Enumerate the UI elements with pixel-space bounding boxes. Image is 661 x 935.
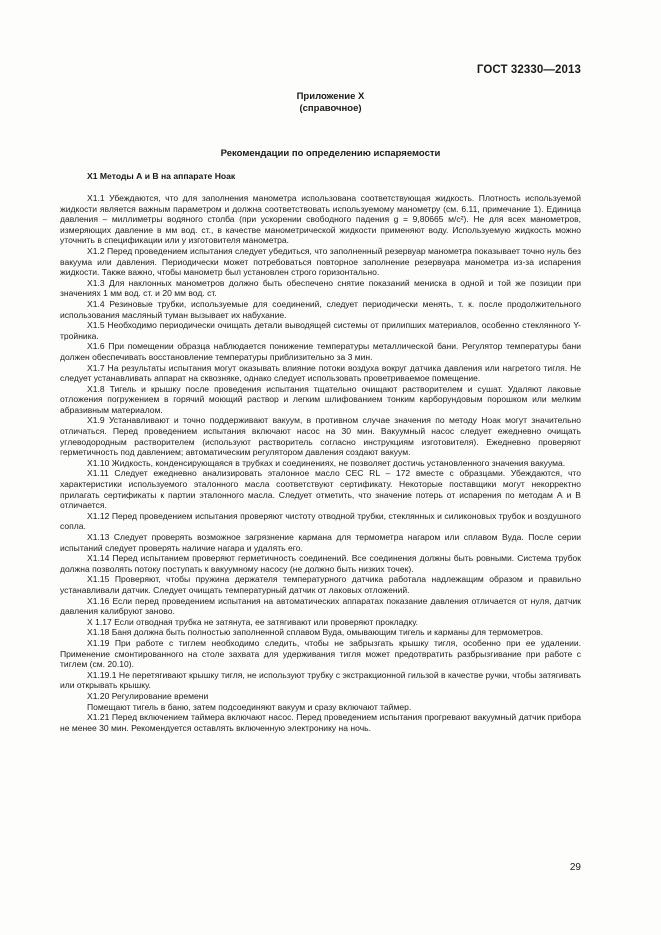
paragraph: Х1.12 Перед проведением испытания проверяют чистоту отводной трубки, стеклянных и силиконовых трубок и воздушного сопла. xyxy=(60,510,581,532)
paragraph: Х1.19 При работе с тиглем необходимо следить, чтобы не забрызгать крышку тигля, особенно при ее удалении. Применение смонтированного на столе захвата для удерживания тигля может предотвратить разбрызгивание при работе с тиглем (см. 20.10). xyxy=(60,637,581,670)
paragraph: Х 1.17 Если отводная трубка не затянута, ее затягивают или проверяют прокладку. xyxy=(87,616,419,627)
paragraph: Х1.15 Проверяют, чтобы пружина держателя температурного датчика работала надлежащим образом и правильно устанавливали датчик. Следует очищать температурный датчик от лаковых отложений. xyxy=(60,574,581,595)
paragraph: Х1.2 Перед проведением испытания следует убедиться, что заполненный резервуар манометра показывает точно нуль без вакуума или давления. Периодически может потребоваться повторное заполнение резервуара манометра из-за испарения жидкости. Также важно, чтобы манометр был установлен строго горизонтально. xyxy=(60,245,581,278)
paragraph: Х1.19.1 Не перетягивают крышку тигля, не используют трубку с экстракционной гильзой в качестве ручки, чтобы затягивать или открывать крышку. xyxy=(60,669,581,691)
section-title: Рекомендации по определению испаряемости xyxy=(220,148,441,159)
paragraph: Х1.4 Резиновые трубки, используемые для соединений, следует периодически менять, т. к. после продолжительного использования масляный туман вызывает их набухание. xyxy=(60,298,581,320)
paragraph: Х1.21 Перед включением таймера включают насос. Перед проведением испытания прогревают вакуумный датчик прибора не менее 30 мин. Рекомендуется оставлять включенную электронику на ночь. xyxy=(60,712,581,733)
annex-title: Приложение Х xyxy=(296,91,365,102)
paragraph: Х1.6 При помещении образца наблюдается понижение температуры металлической бани. Регулятор температуры бани должен обеспечивать восстановление температуры приблизительно за 3 мин. xyxy=(60,341,581,362)
paragraph: Х1.20 Регулирование времени xyxy=(87,690,209,701)
subsection-title: Х1 Методы А и В на аппарате Ноак xyxy=(87,171,236,181)
paragraph: Х1.8 Тигель и крышку после проведения испытания тщательно очищают растворителем и сушат. Удаляют лаковые отложения погружением в горячий моющий раствор и легким шлифованием тонким карборундовым порошком или мелким абразивным материалом. xyxy=(60,383,581,415)
annex-type: (справочное) xyxy=(299,102,362,114)
paragraph: Х1.5 Необходимо периодически очищать детали выводящей системы от прилипших материалов, особенно стеклянного Y-тройника. xyxy=(60,320,581,341)
paragraph: Х1.18 Баня должна быть полностью заполненной сплавом Вуда, омывающим тигель и карманы для термометров. xyxy=(87,627,544,638)
body-text xyxy=(60,193,581,733)
paragraph: Х1.1 Убеждаются, что для заполнения манометра использована соответствующая жидкость. Плотность используемой жидкости является важным параметром и должна соответствовать используемому манометру (см. 6.11, примечание 1). Единица давления – миллиметры водяного столба (при ускорении свободного падения g = 9,80665 м/с²). Не для всех манометров, измеряющих давление в мм вод. ст., в качестве манометрической жидкости применяют воду. Используемую жидкость можно уточнить в спецификации или у изготовителя манометра. xyxy=(60,193,581,246)
paragraph: Х1.7 На результаты испытания могут оказывать влияние потоки воздуха вокруг датчика давления или нагретого тигля. Не следует устанавливать аппарат на сквозняке, однако следует использовать проветриваемое помещение. xyxy=(60,362,581,384)
page-number: 29 xyxy=(569,862,581,873)
paragraph: Х1.14 Перед испытанием проверяют герметичность соединений. Все соединения должны быть ровными. Система трубок должна позволять потоку поступать к вакуумному насосу (не должно быть низких точек). xyxy=(60,553,581,574)
standard-code: ГОСТ 32330—2013 xyxy=(476,64,581,76)
paragraph: Х1.9 Устанавливают и точно поддерживают вакуум, в противном случае значения по методу Ноак могут значительно отличаться. Перед проведением испытания включают насос на 30 мин. Вакуумный насос следует ежедневно очищать углеводородным растворителем (используют растворитель согласно инструкциям изготовителя). Ежедневно проверяют герметичность под давлением; автоматическим регулятором давления создают вакуум. xyxy=(60,415,581,458)
paragraph: Х1.10 Жидкость, конденсирующаяся в трубках и соединениях, не позволяет достичь установленного значения вакуума. xyxy=(87,457,566,468)
paragraph: Х1.16 Если перед проведением испытания на автоматических аппаратах показание давления отличается от нуля, датчик давления калибруют заново. xyxy=(60,595,581,617)
annex-heading xyxy=(0,91,661,114)
paragraph: Помещают тигель в баню, затем подсоединяют вакуум и сразу включают таймер. xyxy=(87,701,412,712)
paragraph: Х1.11 Следует ежедневно анализировать эталонное масло СЕС RL – 172 вместе с образцами. Убеждаются, что характеристики используемого эталонного масла соответствуют сертификату. Некоторые поставщики могут некорректно прилагать сертификаты к партии эталонного масла. Следует отметить, что значение потерь от испарения по методам А и В отличается. xyxy=(60,468,581,511)
paragraph: Х1.3 Для наклонных манометров должно быть обеспечено снятие показаний мениска в одной и той же позиции при значениях 1 мм вод. ст. и 20 мм вод. ст. xyxy=(60,277,581,299)
paragraph: Х1.13 Следует проверять возможное загрязнение кармана для термометра нагаром или сплавом Вуда. После серии испытаний следует проверять наличие нагара и удалять его. xyxy=(60,532,581,553)
